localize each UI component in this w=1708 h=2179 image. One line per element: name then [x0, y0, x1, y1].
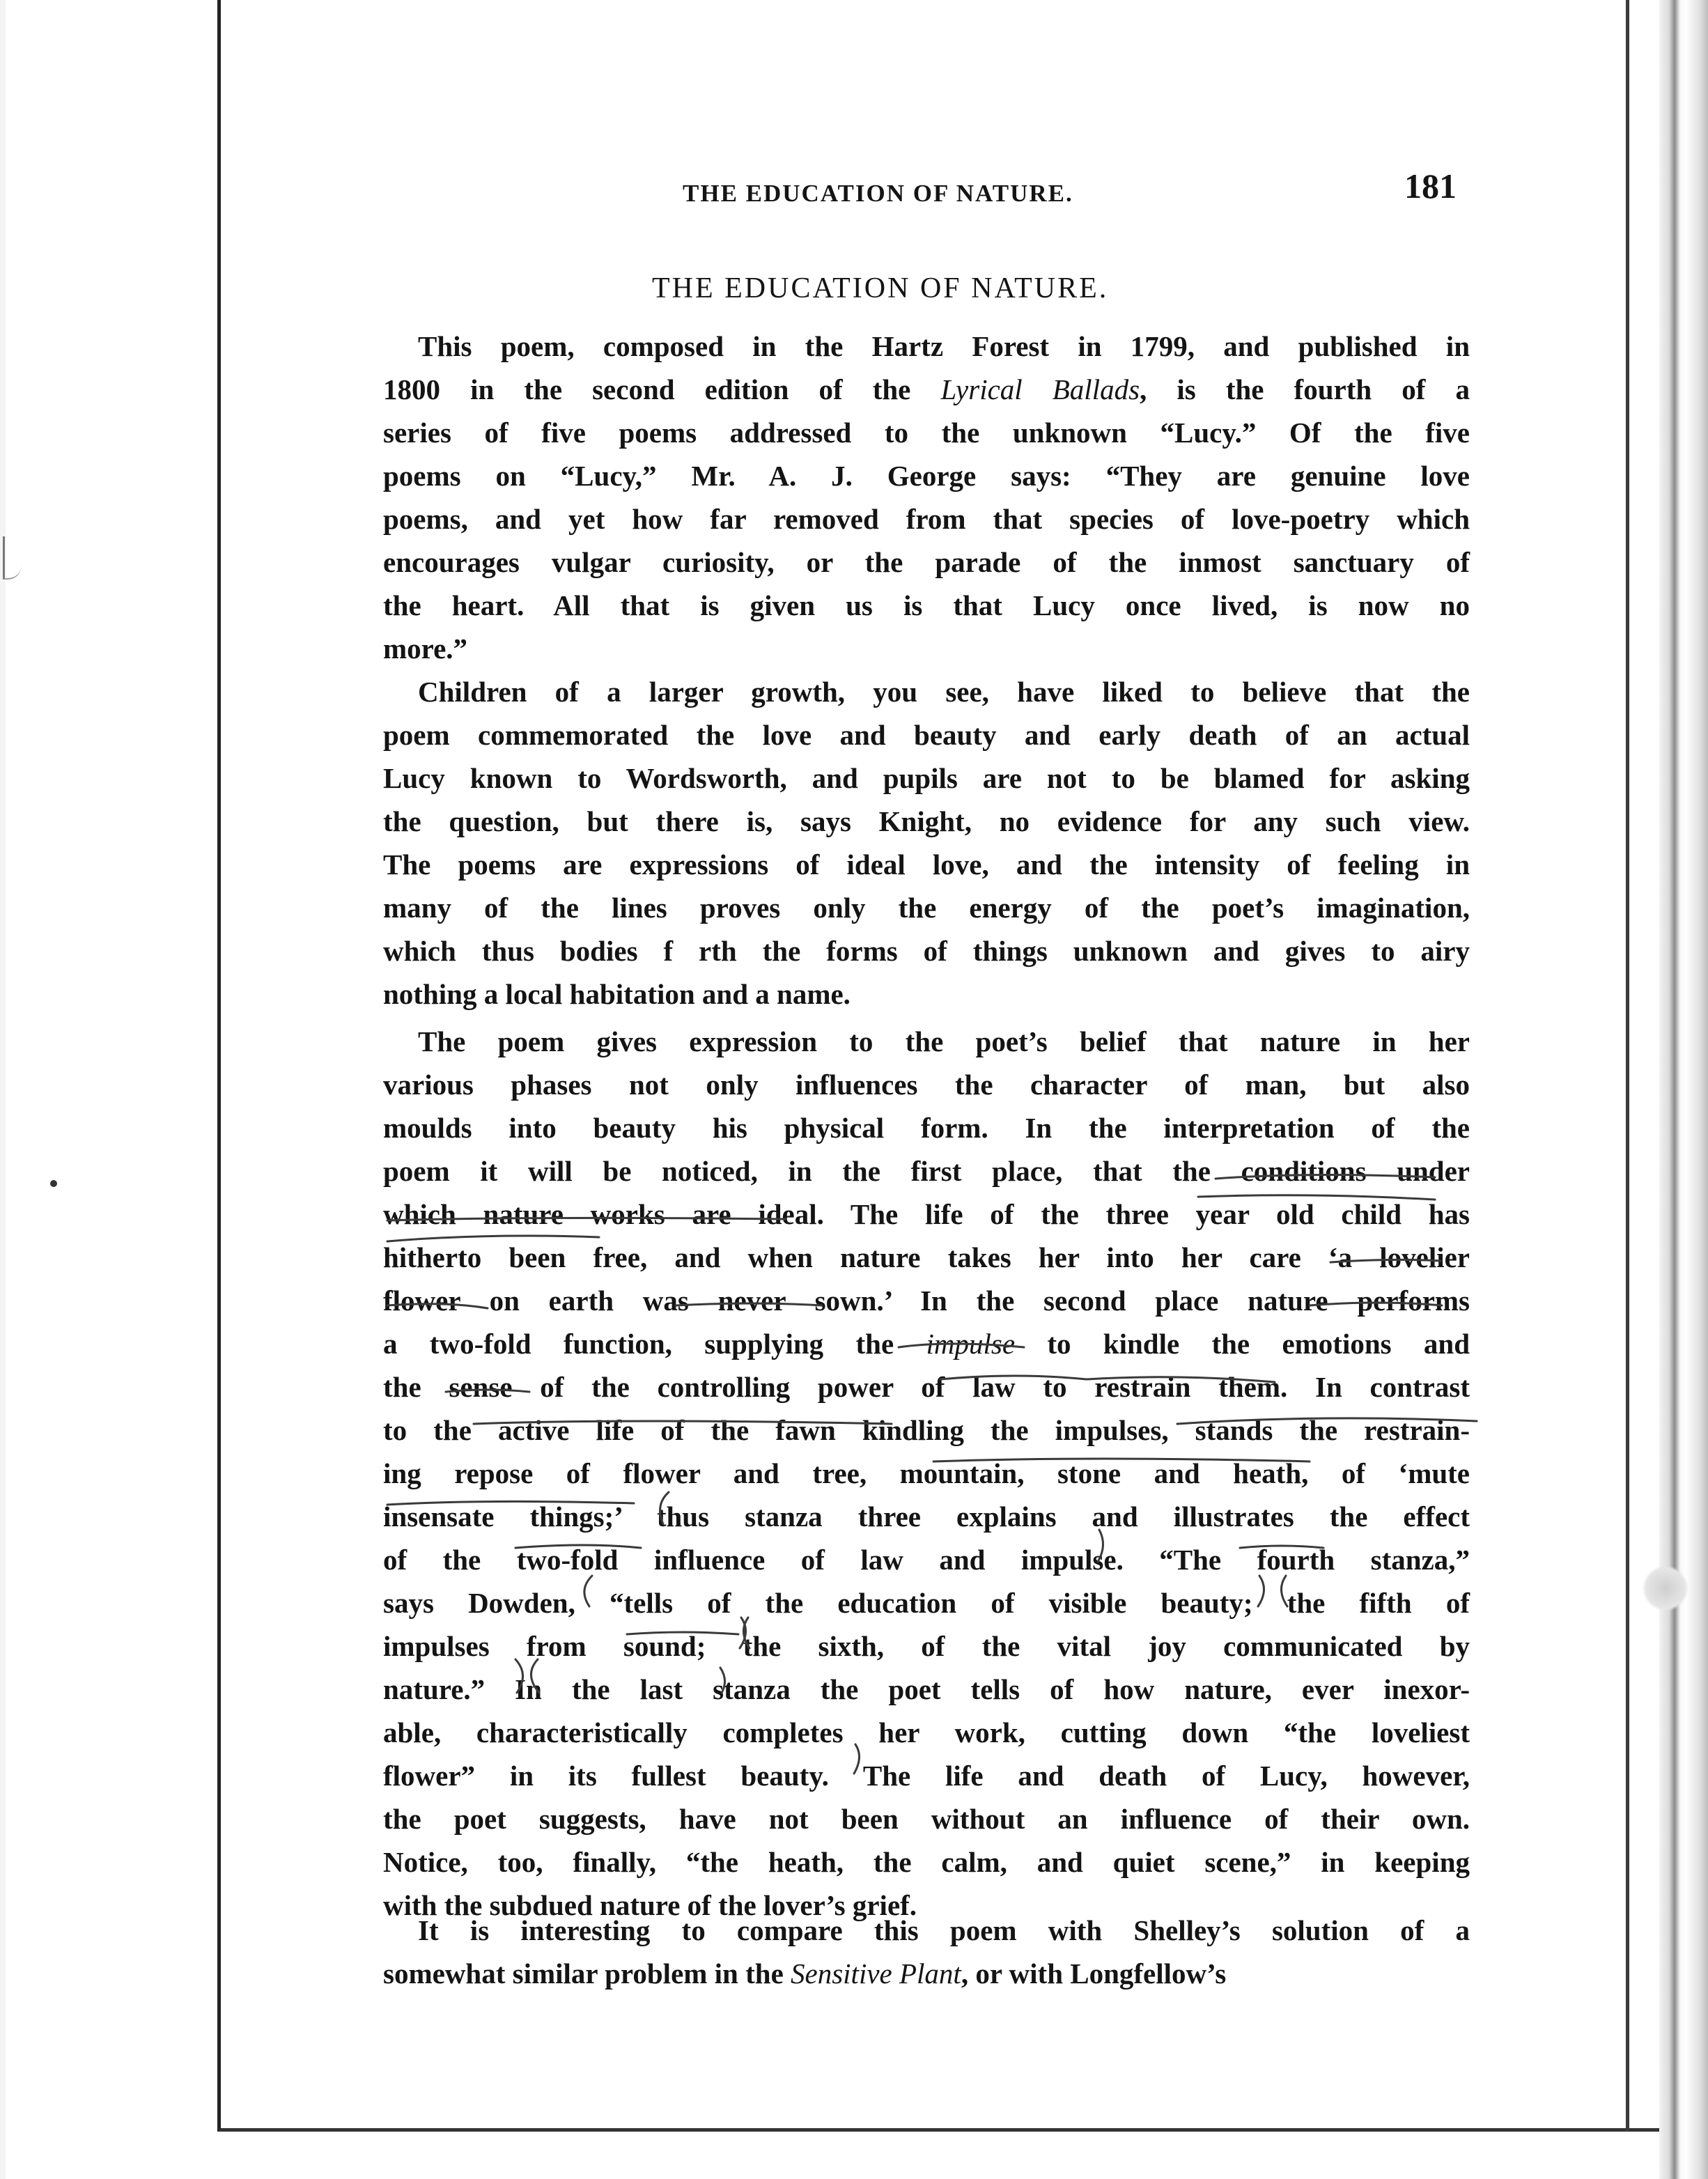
text-line: with the subdued nature of the lover’s grief. [383, 1889, 917, 1921]
text-line: poem commemorated the love and beauty and early death of an actual [383, 719, 1470, 751]
text-line: flower” in its fullest beauty. The life and death of Lucy, however, [383, 1760, 1470, 1792]
stray-dot [50, 1180, 57, 1187]
text-line: somewhat similar problem in the Sensitive Plant, or with Longfellow’s [383, 1957, 1227, 1990]
text-line: flower on earth was never sown.’ In the second place nature performs [383, 1285, 1470, 1317]
text-line: the heart. All that is given us is that Lucy once lived, is now no [383, 589, 1470, 621]
text-line: which nature works are ideal. The life of the three year old child has [383, 1198, 1470, 1230]
paragraph-1 [383, 325, 1470, 670]
paragraph-4 [383, 1909, 1470, 1995]
text-line: hitherto been free, and when nature takes her into her care ‘a lovelier [383, 1241, 1470, 1273]
text-line: insensate things;’ thus stanza three explains and illustrates the effect [383, 1501, 1470, 1533]
text-line: poems, and yet how far removed from that species of love-poetry which [383, 503, 1470, 535]
text-line: various phases not only influences the character of man, but also [383, 1069, 1470, 1101]
text-line: It is interesting to compare this poem with Shelley’s solution of a [418, 1914, 1470, 1946]
text-line: of the two-fold influence of law and impulse. “The fourth stanza,” [383, 1544, 1470, 1576]
text-line: The poem gives expression to the poet’s belief that nature in her [418, 1025, 1470, 1057]
stray-pencil-mark [3, 536, 22, 580]
scan-edge-left [0, 0, 6, 2179]
chapter-title-text: THE EDUCATION OF NATURE. [652, 272, 1109, 304]
page-number: 181 [1404, 166, 1457, 206]
text-line: nothing a local habitation and a name. [383, 978, 851, 1010]
text-line: Lucy known to Wordsworth, and pupils are not to be blamed for asking [383, 762, 1470, 794]
text-line: the poet suggests, have not been without an influence of their own. [383, 1803, 1470, 1835]
text-line: to the active life of the fawn kindling the impulses, stands the restrain- [383, 1414, 1470, 1446]
text-line: 1800 in the second edition of the Lyrical Ballads, is the fourth of a [383, 373, 1470, 405]
text-line: poem it will be noticed, in the first place, that the conditions under [383, 1155, 1470, 1187]
text-line: moulds into beauty his physical form. In the interpretation of the [383, 1112, 1470, 1144]
chapter-title [0, 272, 1708, 305]
text-line: impulses from sound; the sixth, of the vital joy communicated by [383, 1630, 1470, 1662]
text-line: series of five poems addressed to the unknown “Lucy.” Of the five [383, 417, 1470, 449]
text-line: nature.” In the last stanza the poet tells of how nature, ever inexor- [383, 1673, 1470, 1705]
text-line: the sense of the controlling power of law to restrain them. In contrast [383, 1371, 1470, 1403]
ink-bleed-blot [1641, 1566, 1690, 1611]
text-line: ing repose of flower and tree, mountain, stone and heath, of ‘mute [383, 1457, 1470, 1489]
text-line: many of the lines proves only the energy of the poet’s imagination, [383, 892, 1470, 924]
text-line: the question, but there is, says Knight, no evidence for any such view. [383, 805, 1470, 837]
text-line: The poems are expressions of ideal love, and the intensity of feeling in [383, 848, 1470, 881]
paragraph-3 [383, 1020, 1470, 1927]
text-line: says Dowden, “tells of the education of visible beauty; the fifth of [383, 1587, 1470, 1619]
book-binding [1659, 0, 1708, 2179]
text-line: encourages vulgar curiosity, or the parade of the inmost sanctuary of [383, 546, 1470, 578]
running-head: THE EDUCATION OF NATURE. [683, 180, 1073, 207]
text-line: This poem, composed in the Hartz Forest in 1799, and published in [418, 330, 1470, 362]
text-line: Notice, too, finally, “the heath, the calm, and quiet scene,” in keeping [383, 1846, 1470, 1878]
text-line: poems on “Lucy,” Mr. A. J. George says: “They are genuine love [383, 460, 1470, 492]
text-line: a two-fold function, supplying the impulse to kindle the emotions and [383, 1328, 1470, 1360]
page-edge-line [1626, 0, 1629, 2132]
text-line: more.” [383, 633, 468, 665]
text-line: which thus bodies f rth the forms of things unknown and gives to airy [383, 935, 1470, 967]
text-line: able, characteristically completes her work, cutting down “the loveliest [383, 1716, 1470, 1748]
paragraph-2 [383, 670, 1470, 1016]
text-line: Children of a larger growth, you see, have liked to believe that the [418, 676, 1470, 708]
